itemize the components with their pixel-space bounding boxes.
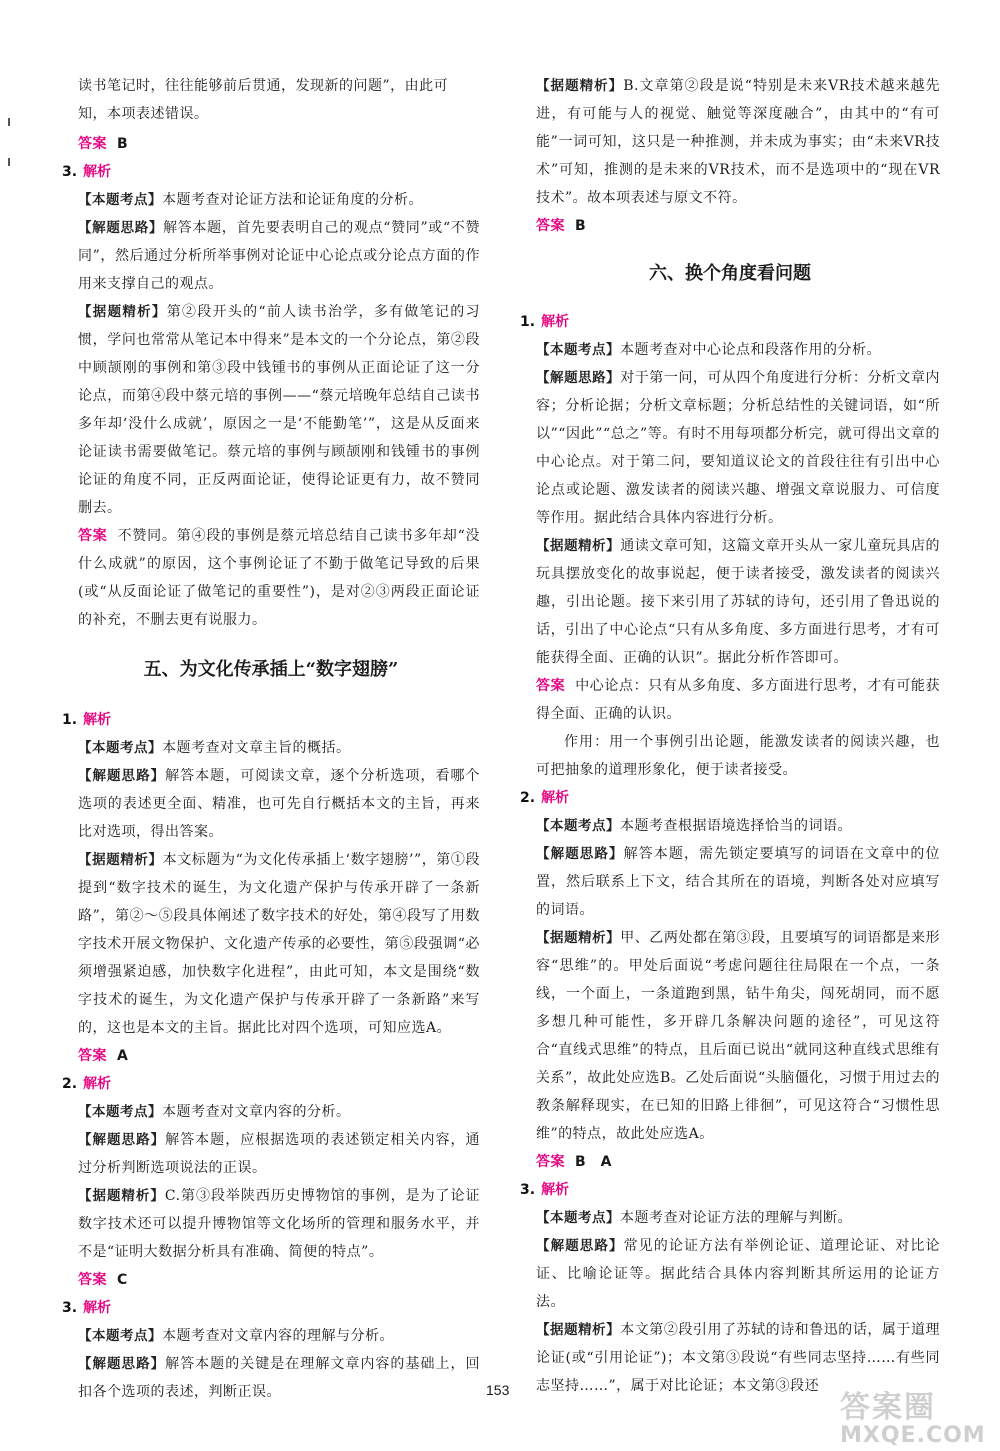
answer-line: 答案 A (78, 1048, 129, 1064)
kaodian-para: 【本题考点】本题考查对文章内容的分析。 (78, 1104, 351, 1120)
answer-line: 答案 B (78, 136, 129, 152)
page-number: 153 (486, 1382, 510, 1398)
siliu-para: 【解题思路】常见的论证方法有举例论证、道理论证、对比论证、比喻论证等。据此结合具体内容判断其所运用的论证方法。 (536, 1238, 940, 1310)
question-heading: 1. 解析 (62, 712, 112, 728)
kaodian-para: 【本题考点】本题考查对论证方法的理解与判断。 (536, 1210, 852, 1226)
jingxi-para: 【据题精析】本文第②段引用了苏轼的诗和鲁迅的话，属于道理论证(或“引用论证”)；本文第③段说“有些同志坚持……有些同志坚持……”，属于对比论证；本文第③段还 (536, 1322, 941, 1394)
kaodian-para: 【本题考点】本题考查对中心论点和段落作用的分析。 (536, 342, 881, 358)
siliu-para: 【解题思路】解答本题，应根据选项的表述锁定相关内容，通过分析判断选项说法的正误。 (78, 1132, 481, 1176)
jingxi-para: 【据题精析】第②段开头的“前人读书治学，多有做笔记的习惯，学问也常常从笔记本中得来”是本文的一个分论点，第②段中顾颉刚的事例和第③段中钱锺书的事例从正面论证了这一分论点，而第④段中蔡元培的事例——“蔡元培晚年总结自己读书多年却‘没什么成就’，原因之一是‘不能勤笔’”，这是从反面来论证读书需要做笔记。蔡元培的事例与顾颉刚和钱锺书的事例论证的角度不同，正反两面论证，使得论证更有力，故不赞同删去。 (78, 304, 481, 516)
siliu-para: 【解题思路】解答本题的关键是在理解文章内容的基础上，回扣各个选项的表述，判断正误。 (78, 1356, 481, 1400)
siliu-para: 【解题思路】解答本题，可阅读文章，逐个分析选项，看哪个选项的表述更全面、精准，也可先自行概括本文的主旨，再来比对选项，得出答案。 (78, 768, 481, 840)
answer-para: 答案 不赞同。第④段的事例是蔡元培总结自己读书多年却“没什么成就”的原因，这个事例论证了不勤于做笔记导致的后果(或“从反面论证了做笔记的重要性”)，是对②③两段正面论证的补充，不删去更有说服力。 (78, 528, 481, 628)
siliu-para: 【解题思路】解答本题，需先锁定要填写的词语在文章中的位置，然后联系上下文，结合其所在的语境，判断各处对应填写的词语。 (536, 846, 940, 918)
question-heading: 3. 解析 (62, 1300, 112, 1316)
answer-line: 答案 B A (536, 1154, 613, 1170)
kaodian-para: 【本题考点】本题考查对文章内容的理解与分析。 (78, 1328, 394, 1344)
jingxi-para: 【据题精析】B.文章第②段是说“特别是未来VR技术越来越先进，有可能与人的视觉、触觉等深度融合”，由其中的“有可能”一词可知，这只是一种推测，并未成为事实；由“未来VR技术”可知，推测的是未来的VR技术，而不是选项中的“现在VR技术”。故本项表述与原文不符。 (536, 78, 941, 206)
section-title: 五、为文化传承插上“数字翅膀” (143, 659, 399, 680)
question-heading: 3. 解析 (520, 1182, 570, 1198)
jingxi-para: 【据题精析】通读文章可知，这篇文章开头从一家儿童玩具店的玩具摆放变化的故事说起，便于读者接受，激发读者的阅读兴趣，引出论题。接下来引用了苏轼的诗句，还引用了鲁迅说的话，引出了中心论点“只有从多角度、多方面进行思考，才有可能获得全面、正确的认识”。据此分析作答即可。 (536, 538, 941, 666)
margin-mark (8, 118, 10, 126)
question-heading: 2. 解析 (62, 1076, 112, 1092)
answer-para: 答案 中心论点：只有从多角度、多方面进行思考，才有可能获得全面、正确的认识。 (536, 678, 941, 722)
siliu-para: 【解题思路】解答本题，首先要表明自己的观点“赞同”或“不赞同”，然后通过分析所举事例对论证中心论点或分论点方面的作用来支撑自己的观点。 (78, 220, 480, 292)
siliu-para: 【解题思路】对于第一问，可从四个角度进行分析：分析文章内容；分析论据；分析文章标题；分析总结性的关键词语，如“所以”“因此”“总之”等。有时不用每项都分析完，就可得出文章的中心论点。对于第二问，要知道议论文的首段往往有引出中心论点或论题、激发读者的阅读兴趣、增强文章说服力、可信度等作用。据此结合具体内容进行分析。 (536, 370, 941, 526)
question-heading: 2. 解析 (520, 790, 570, 806)
jingxi-para: 【据题精析】本文标题为“为文化传承插上‘数字翅膀’”，第①段提到“数字技术的诞生，为文化遗产保护与传承开辟了一条新路”，第②～⑤段具体阐述了数字技术的好处，第④段写了用数字技术开展文物保护、文化遗产传承的必要性，第⑤段强调“必须增强紧迫感，加快数字化进程”，由此可知，本文是围绕“数字技术的诞生，为文化遗产保护与传承开辟了一条新路”来写的，这也是本文的主旨。据此比对四个选项，可知应选A。 (78, 852, 481, 1036)
jingxi-para: 【据题精析】甲、乙两处都在第③段，且要填写的词语都是来形容“思维”的。甲处后面说“考虑问题往往局限在一个点，一条线，一个面上，一条道跑到黑，钻牛角尖，闯死胡同，而不愿多想几种可能性，多开辟几条解决问题的途径”，可见这符合“直线式思维”的特点，且后面已说出“就同这种直线式思维有关系”，故此处应选B。乙处后面说“头脑僵化，习惯于用过去的教条解释现实，在已知的旧路上徘徊”，可见这符合“习惯性思维”的特点，故此处应选A。 (536, 930, 941, 1142)
answer-line: 答案 C (78, 1272, 128, 1288)
margin-mark (8, 158, 10, 166)
kaodian-para: 【本题考点】本题考查对论证方法和论证角度的分析。 (78, 192, 423, 208)
question-heading: 3. 解析 (62, 164, 112, 180)
kaodian-para: 【本题考点】本题考查根据语境选择恰当的词语。 (536, 818, 852, 834)
watermark-logo (840, 1392, 986, 1448)
answer-para-cont: 作用：用一个事例引出论题，能激发读者的阅读兴趣，也可把抽象的道理形象化，便于读者接受。 (536, 734, 940, 778)
left-column (62, 72, 480, 1406)
section-title: 六、换个角度看问题 (649, 263, 811, 284)
intro-line: 读书笔记时，往往能够前后贯通，发现新的问题”，由此可 (78, 78, 449, 94)
jingxi-para: 【据题精析】C.第③段举陕西历史博物馆的事例，是为了论证数字技术还可以提升博物馆等文化场所的管理和服务水平，并不是“证明大数据分析具有准确、简便的特点”。 (78, 1188, 481, 1260)
right-column (520, 72, 940, 1400)
answer-line: 答案 B (536, 218, 587, 234)
watermark-line1: 答案圈 (840, 1390, 936, 1425)
question-heading: 1. 解析 (520, 314, 570, 330)
intro-line: 知，本项表述错误。 (78, 106, 209, 122)
watermark-line2: MXQE.COM (840, 1423, 986, 1448)
kaodian-para: 【本题考点】本题考查对文章主旨的概括。 (78, 740, 351, 756)
